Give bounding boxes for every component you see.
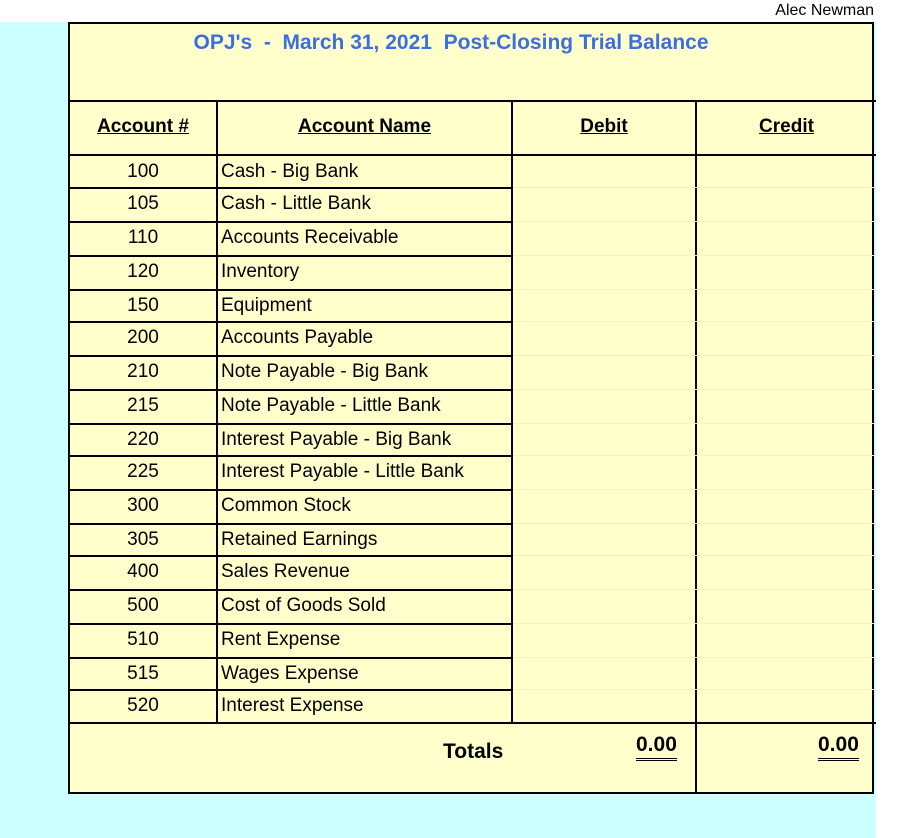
table-row bbox=[70, 356, 876, 388]
account-name: Accounts Receivable bbox=[221, 227, 399, 248]
account-name: Inventory bbox=[221, 261, 300, 282]
account-number: 520 bbox=[127, 695, 159, 716]
header-debit: Debit bbox=[580, 116, 628, 137]
account-name: Cost of Goods Sold bbox=[221, 595, 386, 616]
header-account-number: Account # bbox=[97, 116, 189, 137]
account-name: Retained Earnings bbox=[221, 529, 378, 550]
account-name: Interest Expense bbox=[221, 695, 364, 716]
account-name: Note Payable - Big Bank bbox=[221, 361, 429, 382]
table-row bbox=[70, 256, 876, 288]
table-row bbox=[70, 156, 876, 188]
account-number: 515 bbox=[127, 663, 159, 684]
account-name: Accounts Payable bbox=[221, 327, 374, 348]
account-number: 225 bbox=[127, 461, 159, 482]
table-row bbox=[70, 658, 876, 690]
top-strip bbox=[0, 0, 876, 22]
totals-label: Totals bbox=[443, 740, 504, 763]
header-top-rule bbox=[70, 100, 876, 102]
account-name: Interest Payable - Little Bank bbox=[221, 461, 464, 482]
account-name: Interest Payable - Big Bank bbox=[221, 429, 452, 450]
account-number: 500 bbox=[127, 595, 159, 616]
account-number: 120 bbox=[127, 261, 159, 282]
account-name: Sales Revenue bbox=[221, 561, 350, 582]
account-number: 100 bbox=[127, 161, 159, 182]
trial-balance-sheet bbox=[68, 22, 874, 794]
table-row bbox=[70, 390, 876, 422]
table-row bbox=[70, 290, 876, 322]
total-credit: 0.00 bbox=[818, 733, 859, 761]
account-name: Rent Expense bbox=[221, 629, 341, 650]
table-row bbox=[70, 222, 876, 254]
account-name: Equipment bbox=[221, 295, 312, 316]
table-row bbox=[70, 624, 876, 656]
table-row bbox=[70, 690, 876, 722]
page-title: OPJ's - March 31, 2021 Post-Closing Trial Balance bbox=[193, 31, 709, 54]
account-name: Cash - Big Bank bbox=[221, 161, 359, 182]
table-row bbox=[70, 456, 876, 488]
table-row bbox=[70, 490, 876, 522]
account-number: 200 bbox=[127, 327, 159, 348]
account-number: 300 bbox=[127, 495, 159, 516]
account-number: 220 bbox=[127, 429, 159, 450]
account-name: Common Stock bbox=[221, 495, 351, 516]
account-number: 150 bbox=[127, 295, 159, 316]
account-number: 510 bbox=[127, 629, 159, 650]
table-row bbox=[70, 424, 876, 456]
table-row bbox=[70, 524, 876, 556]
account-number: 400 bbox=[127, 561, 159, 582]
total-debit: 0.00 bbox=[636, 733, 677, 761]
account-number: 305 bbox=[127, 529, 159, 550]
header-credit: Credit bbox=[759, 116, 814, 137]
account-name: Note Payable - Little Bank bbox=[221, 395, 441, 416]
account-number: 210 bbox=[127, 361, 159, 382]
table-row bbox=[70, 188, 876, 220]
totals-top-rule bbox=[70, 722, 876, 724]
header-account-name: Account Name bbox=[297, 116, 432, 137]
account-number: 105 bbox=[127, 193, 159, 214]
table-row bbox=[70, 556, 876, 588]
account-number: 215 bbox=[127, 395, 159, 416]
account-name: Cash - Little Bank bbox=[221, 193, 371, 214]
table-row bbox=[70, 322, 876, 354]
table-row bbox=[70, 590, 876, 622]
account-name: Wages Expense bbox=[221, 663, 359, 684]
author-name: Alec Newman bbox=[775, 2, 874, 19]
account-number: 110 bbox=[127, 227, 159, 248]
